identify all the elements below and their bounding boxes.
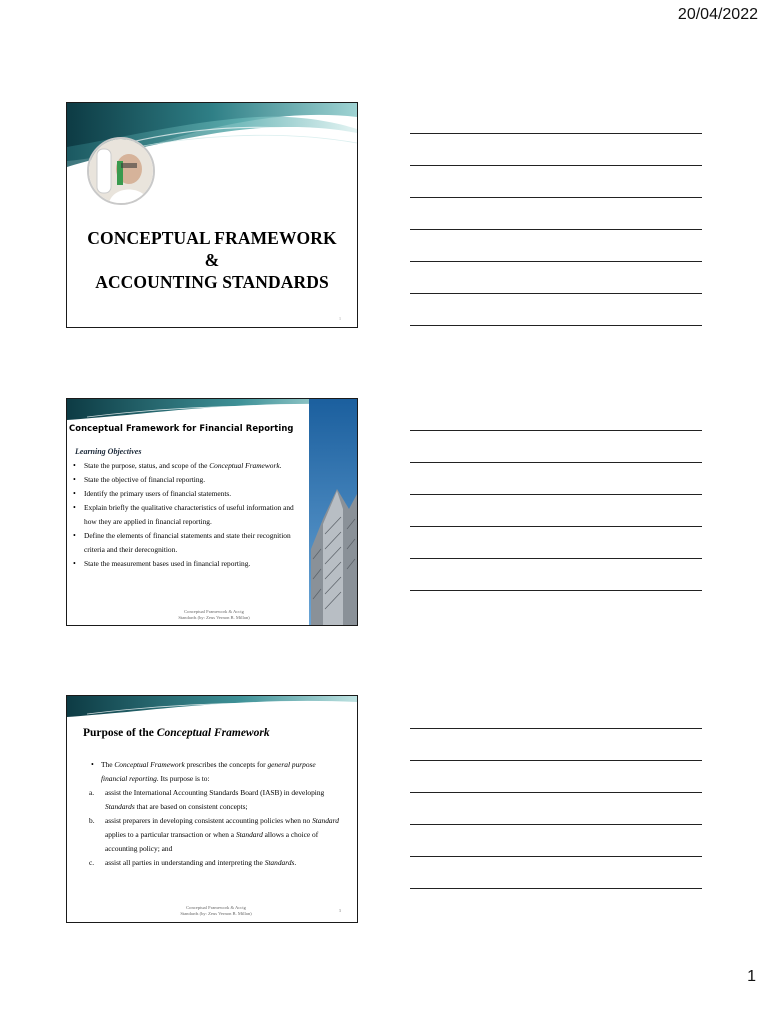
slide-footer: Conceptual Framework & Acctg Standards (by: Zeus Vernon B. Millan) bbox=[178, 609, 250, 620]
objectives-list bbox=[73, 459, 305, 571]
list-item: • Identify the primary users of financial statements. bbox=[73, 487, 305, 501]
slide-heading: Purpose of the Conceptual Framework bbox=[83, 727, 270, 739]
notes-lines-2 bbox=[410, 430, 702, 622]
list-item: • State the measurement bases used in financial reporting. bbox=[73, 557, 305, 571]
slide-number: 1 bbox=[339, 316, 341, 321]
slide-body bbox=[89, 758, 339, 870]
list-item: • Define the elements of financial statements and state their recognition criteria and their derecognition. bbox=[73, 529, 305, 557]
slide-footer: Conceptual Framework & Acctg Standards (by: Zeus Vernon B. Millan) bbox=[180, 905, 252, 916]
list-item: • The Conceptual Framework prescribes the concepts for general purpose financial reporting. Its purpose is to: bbox=[89, 758, 339, 786]
list-item: c. assist all parties in understanding and interpreting the Standards. bbox=[89, 858, 297, 867]
slide-1 bbox=[66, 102, 358, 328]
slide-heading: Conceptual Framework for Financial Reporting bbox=[69, 423, 294, 433]
slide-title: CONCEPTUAL FRAMEWORK & ACCOUNTING STANDARDS bbox=[87, 228, 337, 292]
slide-number: 3 bbox=[338, 908, 341, 913]
list-item: • State the purpose, status, and scope of the Conceptual Framework. bbox=[73, 459, 305, 473]
building-photo bbox=[309, 399, 357, 625]
page-number: 1 bbox=[747, 968, 756, 985]
notes-lines-1 bbox=[410, 133, 702, 357]
wave-banner bbox=[67, 696, 357, 718]
list-item: • Explain briefly the qualitative characteristics of useful information and how they are applied in financial reporting. bbox=[73, 501, 305, 529]
slide-2 bbox=[66, 398, 358, 626]
print-date: 20/04/2022 bbox=[677, 6, 758, 23]
list-item: a. assist the International Accounting Standards Board (IASB) in developing Standards that are based on consistent concepts; bbox=[89, 788, 325, 811]
scientist-photo bbox=[87, 137, 155, 205]
list-item: b. assist preparers in developing consistent accounting policies when no Standard applies to a particular transaction or when a Standard allows a choice of accounting policy; and bbox=[89, 816, 339, 853]
notes-lines-3 bbox=[410, 728, 702, 920]
slide-3 bbox=[66, 695, 358, 923]
list-item: • State the objective of financial reporting. bbox=[73, 473, 305, 487]
learning-objectives-label: Learning Objectives bbox=[75, 447, 142, 456]
